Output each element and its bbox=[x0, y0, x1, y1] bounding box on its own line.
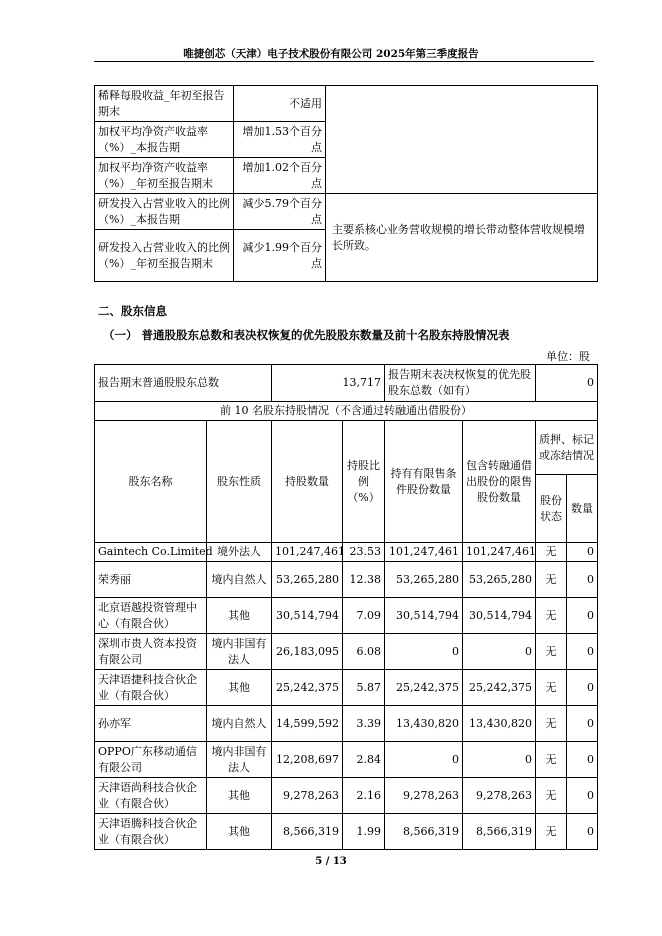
holder-nature: 境内非国有法人 bbox=[207, 634, 272, 670]
holder-nature: 境内非国有法人 bbox=[207, 742, 272, 778]
indicator-value: 不适用 bbox=[234, 86, 326, 122]
pref-holders-value: 0 bbox=[536, 365, 598, 402]
table-row bbox=[95, 598, 598, 634]
table-row bbox=[95, 543, 598, 562]
table-row bbox=[95, 742, 598, 778]
holder-restricted-incl: 53,265,280 bbox=[463, 562, 536, 598]
section-title: 二、股东信息 bbox=[98, 304, 167, 318]
holder-name: 天津语腾科技合伙企业（有限合伙） bbox=[95, 814, 207, 850]
holder-count: 25,242,375 bbox=[272, 670, 343, 706]
page-header: 唯捷创芯（天津）电子技术股份有限公司 2025年第三季度报告 bbox=[183, 48, 479, 60]
holder-pledge-status: 无 bbox=[536, 778, 567, 814]
holder-pledge-qty: 0 bbox=[567, 543, 598, 562]
shareholders-table bbox=[94, 364, 598, 850]
holder-restricted-incl: 0 bbox=[463, 634, 536, 670]
holder-ratio: 1.99 bbox=[343, 814, 385, 850]
holder-pledge-status: 无 bbox=[536, 598, 567, 634]
unit-label: 单位：股 bbox=[546, 350, 590, 363]
holder-pledge-qty: 0 bbox=[567, 778, 598, 814]
holder-restricted-incl: 101,247,461 bbox=[463, 543, 536, 562]
holder-restricted-incl: 9,278,263 bbox=[463, 778, 536, 814]
holder-count: 30,514,794 bbox=[272, 598, 343, 634]
holder-ratio: 12.38 bbox=[343, 562, 385, 598]
holder-ratio: 5.87 bbox=[343, 670, 385, 706]
table-row bbox=[95, 706, 598, 742]
col-header-nature: 股东性质 bbox=[207, 421, 272, 543]
holder-name: Gaintech Co.Limited bbox=[95, 543, 207, 562]
total-holders-value: 13,717 bbox=[272, 365, 385, 402]
col-header-restricted-incl: 包含转融通借出股份的限售股份数量 bbox=[463, 421, 536, 543]
table-row bbox=[95, 814, 598, 850]
header-divider bbox=[94, 61, 594, 62]
col-header-name: 股东名称 bbox=[95, 421, 207, 543]
indicator-note: 主要系核心业务营收规模的增长带动整体营收规模增长所致。 bbox=[326, 194, 598, 282]
holder-count: 9,278,263 bbox=[272, 778, 343, 814]
holder-pledge-status: 无 bbox=[536, 706, 567, 742]
holder-count: 8,566,319 bbox=[272, 814, 343, 850]
table-row bbox=[95, 778, 598, 814]
holder-count: 53,265,280 bbox=[272, 562, 343, 598]
holder-ratio: 2.84 bbox=[343, 742, 385, 778]
holder-restricted: 9,278,263 bbox=[385, 778, 463, 814]
holder-name: 天津语捷科技合伙企业（有限合伙） bbox=[95, 670, 207, 706]
holder-pledge-status: 无 bbox=[536, 814, 567, 850]
holder-ratio: 23.53 bbox=[343, 543, 385, 562]
holder-count: 12,208,697 bbox=[272, 742, 343, 778]
holder-name: OPPO广东移动通信有限公司 bbox=[95, 742, 207, 778]
holder-name: 深圳市贵人资本投资有限公司 bbox=[95, 634, 207, 670]
holder-pledge-qty: 0 bbox=[567, 742, 598, 778]
holder-name: 北京语越投资管理中心（有限合伙） bbox=[95, 598, 207, 634]
holder-count: 26,183,095 bbox=[272, 634, 343, 670]
holder-nature: 境内自然人 bbox=[207, 706, 272, 742]
pref-holders-label: 报告期末表决权恢复的优先股股东总数（如有） bbox=[385, 365, 536, 402]
holder-nature: 境外法人 bbox=[207, 543, 272, 562]
indicator-value: 增加1.02个百分点 bbox=[234, 158, 326, 194]
col-header-pledge-qty: 数量 bbox=[567, 475, 598, 543]
holder-count: 14,599,592 bbox=[272, 706, 343, 742]
table-row bbox=[95, 670, 598, 706]
holder-ratio: 2.16 bbox=[343, 778, 385, 814]
holder-pledge-qty: 0 bbox=[567, 598, 598, 634]
holder-name: 天津语尚科技合伙企业（有限合伙） bbox=[95, 778, 207, 814]
holder-name: 孙亦军 bbox=[95, 706, 207, 742]
indicator-value: 减少5.79个百分点 bbox=[234, 194, 326, 230]
indicator-label: 研发投入占营业收入的比例（%）_本报告期 bbox=[95, 194, 234, 230]
holder-nature: 其他 bbox=[207, 598, 272, 634]
holder-restricted: 8,566,319 bbox=[385, 814, 463, 850]
holder-restricted: 101,247,461 bbox=[385, 543, 463, 562]
col-header-pledge-status: 股份状态 bbox=[536, 475, 567, 543]
holder-restricted: 25,242,375 bbox=[385, 670, 463, 706]
holder-nature: 其他 bbox=[207, 814, 272, 850]
financial-indicators-table bbox=[94, 85, 598, 282]
subsection-title: （一） 普通股股东总数和表决权恢复的优先股股东数量及前十名股东持股情况表 bbox=[103, 328, 510, 342]
holder-restricted-incl: 25,242,375 bbox=[463, 670, 536, 706]
holder-pledge-status: 无 bbox=[536, 742, 567, 778]
indicator-note-empty bbox=[326, 86, 598, 194]
top10-caption: 前 10 名股东持股情况（不含通过转融通出借股份） bbox=[95, 402, 598, 421]
col-header-count: 持股数量 bbox=[272, 421, 343, 543]
holder-restricted: 0 bbox=[385, 742, 463, 778]
holder-pledge-qty: 0 bbox=[567, 814, 598, 850]
holder-restricted-incl: 8,566,319 bbox=[463, 814, 536, 850]
total-holders-label: 报告期末普通股股东总数 bbox=[95, 365, 272, 402]
holder-pledge-qty: 0 bbox=[567, 634, 598, 670]
indicator-value: 减少1.99个百分点 bbox=[234, 230, 326, 282]
holder-pledge-status: 无 bbox=[536, 562, 567, 598]
holder-pledge-status: 无 bbox=[536, 670, 567, 706]
holder-pledge-qty: 0 bbox=[567, 706, 598, 742]
holder-ratio: 3.39 bbox=[343, 706, 385, 742]
holder-ratio: 6.08 bbox=[343, 634, 385, 670]
indicator-label: 研发投入占营业收入的比例（%）_年初至报告期末 bbox=[95, 230, 234, 282]
holder-nature: 其他 bbox=[207, 778, 272, 814]
holder-restricted-incl: 0 bbox=[463, 742, 536, 778]
holder-restricted: 13,430,820 bbox=[385, 706, 463, 742]
col-header-pledge: 质押、标记或冻结情况 bbox=[536, 421, 598, 475]
holder-nature: 境内自然人 bbox=[207, 562, 272, 598]
col-header-ratio: 持股比例（%） bbox=[343, 421, 385, 543]
holder-restricted: 0 bbox=[385, 634, 463, 670]
holder-ratio: 7.09 bbox=[343, 598, 385, 634]
holder-restricted-incl: 30,514,794 bbox=[463, 598, 536, 634]
table-row bbox=[95, 562, 598, 598]
table-row bbox=[95, 634, 598, 670]
holder-pledge-qty: 0 bbox=[567, 562, 598, 598]
indicator-label: 加权平均净资产收益率（%）_本报告期 bbox=[95, 122, 234, 158]
holder-count: 101,247,461 bbox=[272, 543, 343, 562]
holder-pledge-qty: 0 bbox=[567, 670, 598, 706]
holder-restricted: 53,265,280 bbox=[385, 562, 463, 598]
col-header-restricted: 持有有限售条件股份数量 bbox=[385, 421, 463, 543]
holder-pledge-status: 无 bbox=[536, 543, 567, 562]
page-number: 5 / 13 bbox=[315, 856, 347, 867]
indicator-label: 加权平均净资产收益率（%）_年初至报告期末 bbox=[95, 158, 234, 194]
holder-nature: 其他 bbox=[207, 670, 272, 706]
holder-pledge-status: 无 bbox=[536, 634, 567, 670]
holder-name: 荣秀丽 bbox=[95, 562, 207, 598]
holder-restricted-incl: 13,430,820 bbox=[463, 706, 536, 742]
holder-restricted: 30,514,794 bbox=[385, 598, 463, 634]
indicator-label: 稀释每股收益_年初至报告期末 bbox=[95, 86, 234, 122]
indicator-value: 增加1.53个百分点 bbox=[234, 122, 326, 158]
